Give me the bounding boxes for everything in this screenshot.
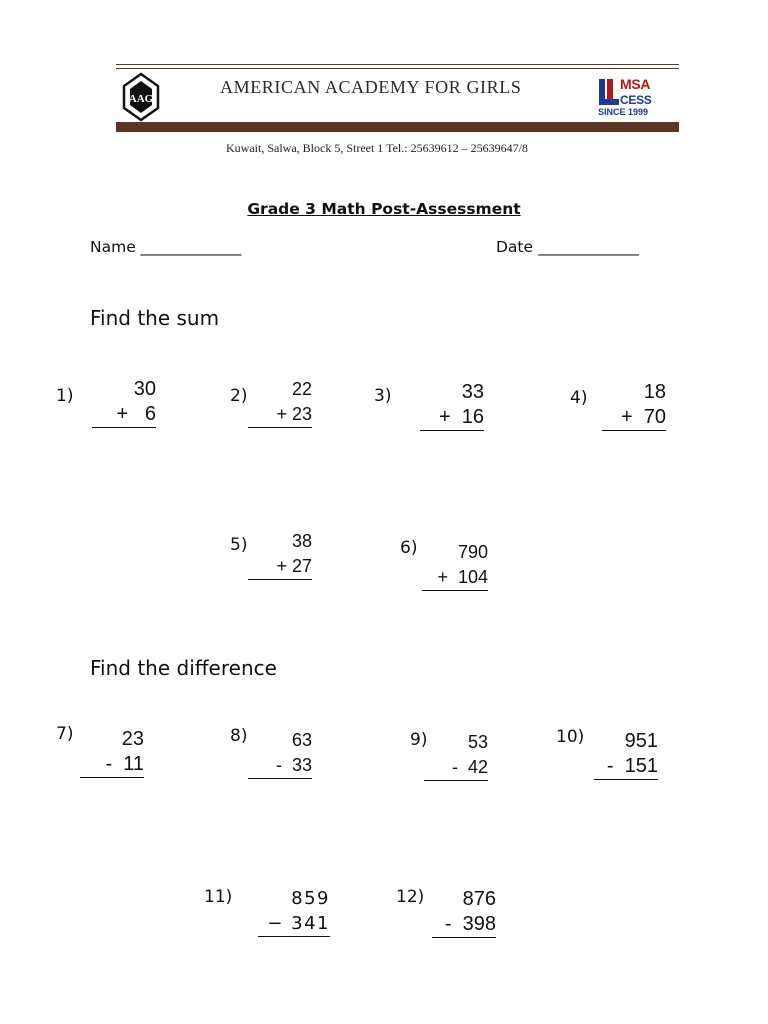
problem-top-operand: 63 <box>291 730 312 750</box>
problem-top-operand: 18 <box>643 381 666 403</box>
problem-top-operand: 876 <box>462 888 496 910</box>
problem-top-operand: 38 <box>291 531 312 551</box>
problem-6 <box>422 540 488 591</box>
header-rule-top <box>116 64 679 65</box>
problem-bottom-operand: + 6 <box>92 402 156 428</box>
section-heading-difference: Find the difference <box>90 656 277 680</box>
problem-number: 3) <box>374 386 392 406</box>
problem-number: 2) <box>230 386 248 406</box>
school-crest-logo <box>118 72 164 122</box>
problem-7 <box>80 727 144 778</box>
section-heading-sum: Find the sum <box>90 306 220 330</box>
problem-1 <box>92 377 156 428</box>
problem-number: 1) <box>56 386 74 406</box>
problem-number: 10) <box>556 727 585 747</box>
problem-bottom-operand: - 11 <box>80 752 144 778</box>
problem-bottom-operand: + 70 <box>602 405 666 431</box>
problem-number: 4) <box>570 388 588 408</box>
problem-bottom-operand: - 151 <box>594 754 658 780</box>
problem-number: 8) <box>230 726 248 746</box>
name-field[interactable]: Name _____________ <box>90 238 242 256</box>
problem-8 <box>248 728 312 779</box>
problem-9 <box>424 730 488 781</box>
problem-bottom-operand: + 27 <box>248 554 312 580</box>
date-field[interactable]: Date _____________ <box>496 238 639 256</box>
since-label: SINCE 1999 <box>598 107 649 117</box>
problem-number: 5) <box>230 535 248 555</box>
problem-top-operand: 33 <box>461 381 484 403</box>
problem-number: 6) <box>400 538 418 558</box>
problem-top-operand: 790 <box>457 542 488 562</box>
problem-4 <box>602 380 666 431</box>
header-rule-top-second <box>116 68 679 69</box>
problem-top-operand: 859 <box>291 888 330 909</box>
problem-bottom-operand: + 23 <box>248 402 312 428</box>
problem-top-operand: 951 <box>624 730 658 752</box>
problem-top-operand: 53 <box>467 732 488 752</box>
msa-label: MSA <box>620 76 651 92</box>
page-title: Grade 3 Math Post-Assessment <box>247 200 521 218</box>
problem-top-operand: 23 <box>121 728 144 750</box>
problem-11 <box>258 886 330 937</box>
cess-label: CESS <box>620 93 652 107</box>
logo-lettering: AAG <box>128 93 154 105</box>
problem-number: 7) <box>56 724 74 744</box>
problem-number: 12) <box>396 887 425 907</box>
problem-bottom-operand: + 104 <box>422 565 488 591</box>
problem-bottom-operand: - 42 <box>424 755 488 781</box>
problem-bottom-operand: - 33 <box>248 753 312 779</box>
problem-bottom-operand: + 16 <box>420 405 484 431</box>
problem-2 <box>248 377 312 428</box>
header-brand-bar <box>116 122 679 132</box>
school-address: Kuwait, Salwa, Block 5, Street 1 Tel.: 25639612 – 25639647/8 <box>226 141 528 155</box>
problem-12 <box>432 887 496 938</box>
problem-10 <box>594 729 658 780</box>
problem-number: 9) <box>410 730 428 750</box>
problem-top-operand: 22 <box>291 379 312 399</box>
problem-top-operand: 30 <box>133 378 156 400</box>
problem-number: 11) <box>204 887 233 907</box>
problem-bottom-operand: - 398 <box>432 912 496 938</box>
problem-bottom-operand: − 341 <box>258 911 330 937</box>
school-name: AMERICAN ACADEMY FOR GIRLS <box>220 77 522 97</box>
problem-5 <box>248 529 312 580</box>
problem-3 <box>420 380 484 431</box>
